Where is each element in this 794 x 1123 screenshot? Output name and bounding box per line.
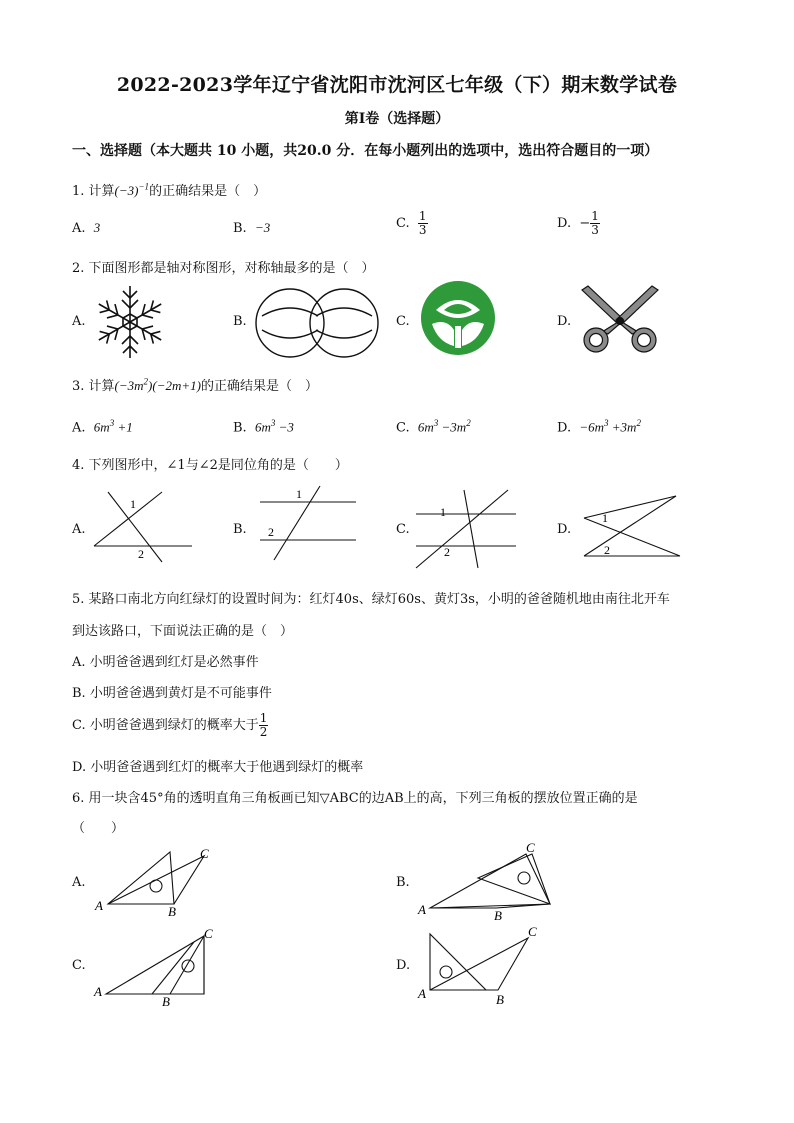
green-food-logo	[420, 280, 496, 356]
q4-option-c-label[interactable]: C.	[396, 522, 410, 537]
scissors-figure	[578, 284, 662, 356]
q1-option-b[interactable]: B. −3	[233, 220, 271, 236]
svg-text:2: 2	[444, 545, 450, 559]
q6-option-c-label[interactable]: C.	[72, 958, 86, 973]
question-1	[72, 180, 266, 199]
q4-figure-d	[580, 492, 690, 562]
q3-option-c[interactable]: C. $6m^3 -3m^2$	[396, 418, 471, 436]
q1-c-fraction: $\frac{1}{3}$	[418, 209, 427, 237]
q6-figure-d	[416, 922, 556, 1012]
q5-c-fraction: $\frac{1}{2}$	[259, 711, 268, 739]
q6-figure-a	[92, 846, 222, 920]
snowflake-figure	[88, 282, 172, 362]
q1-prefix: 1. 计算	[72, 184, 115, 199]
svg-text:1: 1	[296, 487, 302, 501]
page-title: 2022-2023学年辽宁省沈阳市沈河区七年级（下）期末数学试卷	[116, 74, 678, 96]
svg-text:C: C	[528, 924, 537, 939]
q3-option-a[interactable]: A. $6m^3 +1$	[72, 418, 133, 436]
question-5-line1: 5. 某路口南北方向红绿灯的设置时间为：红灯40s、绿灯60s、黄灯3s，小明的爸爸随机地由南往北开车	[72, 592, 670, 607]
q2-option-b-label[interactable]: B.	[233, 314, 247, 329]
q3-option-b[interactable]: B. $6m^3 -3$	[233, 418, 294, 436]
q4-figure-a	[90, 484, 200, 564]
q6-option-d-label[interactable]: D.	[396, 958, 411, 973]
q1-suffix: 的正确结果是（ ）	[149, 184, 267, 199]
q6-figure-b	[416, 840, 556, 924]
q2-option-c-label[interactable]: C.	[396, 314, 410, 329]
svg-text:A: A	[418, 986, 426, 1001]
svg-text:C: C	[200, 846, 209, 861]
q4-option-d-label[interactable]: D.	[557, 522, 572, 537]
svg-text:A: A	[418, 902, 426, 917]
svg-text:2: 2	[268, 525, 274, 539]
double-circle-figure	[252, 288, 382, 358]
page-subtitle: 第I卷（选择题）	[344, 111, 450, 127]
q3-option-d[interactable]: D. $-6m^3 +3m^2$	[557, 418, 641, 436]
svg-text:A: A	[95, 898, 103, 913]
q1-option-c[interactable]: C. $\frac{1}{3}$	[396, 209, 427, 237]
question-6-line2: （ ）	[72, 821, 125, 836]
q4-option-b-label[interactable]: B.	[233, 522, 247, 537]
svg-text:B: B	[494, 908, 502, 923]
question-5-line2: 到达该路口，下面说法正确的是（ ）	[72, 624, 294, 639]
q4-option-a-label[interactable]: A.	[72, 522, 86, 537]
q1-d-fraction: $\frac{1}{3}$	[591, 209, 599, 237]
q5-option-a[interactable]: A. 小明爸爸遇到红灯是必然事件	[72, 655, 259, 670]
q4-figure-c	[412, 484, 522, 568]
question-3: 3. 计算$(-3m^2)(-2m+1)$的正确结果是（ ）	[72, 376, 318, 394]
q5-option-c[interactable]: C. 小明爸爸遇到绿灯的概率大于 $\frac{1}{2}$	[72, 711, 268, 739]
question-6-line1: 6. 用一块含45°角的透明直角三角板画已知▽ABC的边AB上的高，下列三角板的摆放位置正确的是	[72, 791, 638, 806]
svg-text:2: 2	[138, 547, 144, 561]
svg-text:C: C	[526, 840, 535, 855]
q1-option-d[interactable]: D. − $\frac{1}{3}$	[557, 209, 599, 237]
q1-option-a[interactable]: A. 3	[72, 220, 101, 236]
q6-option-a-label[interactable]: A.	[72, 875, 86, 890]
q5-option-b[interactable]: B. 小明爸爸遇到黄灯是不可能事件	[72, 686, 272, 701]
q6-option-b-label[interactable]: B.	[396, 875, 410, 890]
svg-text:C: C	[204, 926, 213, 941]
q2-option-d-label[interactable]: D.	[557, 314, 572, 329]
q6-figure-c	[92, 926, 222, 1010]
question-4: 4. 下列图形中，∠1与∠2是同位角的是（ ）	[72, 458, 348, 473]
svg-text:2: 2	[604, 543, 610, 557]
svg-text:B: B	[162, 994, 170, 1009]
svg-text:A: A	[94, 984, 102, 999]
section-heading: 一、选择题（本大题共 10 小题，共20.0 分．在每小题列出的选项中，选出符合题目的一项）	[72, 143, 659, 159]
q2-option-a-label[interactable]: A.	[72, 314, 86, 329]
svg-text:1: 1	[440, 505, 446, 519]
svg-text:1: 1	[130, 497, 136, 511]
q5-option-d[interactable]: D. 小明爸爸遇到红灯的概率大于他遇到绿灯的概率	[72, 760, 364, 775]
svg-text:B: B	[496, 992, 504, 1007]
q4-figure-b	[252, 484, 362, 564]
q1-exp: −1	[138, 181, 150, 192]
question-2: 2. 下面图形都是轴对称图形，对称轴最多的是（ ）	[72, 261, 375, 276]
svg-text:1: 1	[602, 511, 608, 525]
q1-expr: (−3)	[114, 183, 139, 198]
svg-text:B: B	[168, 904, 176, 919]
